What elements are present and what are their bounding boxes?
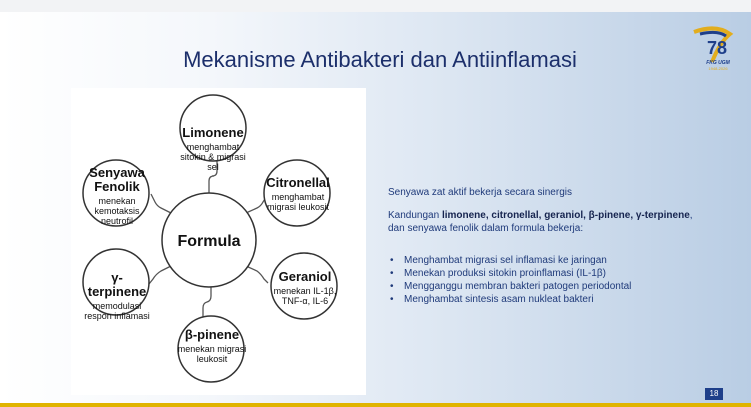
connector-fenolik (151, 194, 171, 213)
node-gamma-terpinene (83, 271, 151, 321)
node-name: Limonene (182, 125, 244, 140)
top-bar (0, 0, 751, 12)
node-name: Senyawa Fenolik (89, 165, 145, 194)
node-geraniol (271, 270, 339, 306)
content-line-2: dan senyawa fenolik dalam formula bekerja: (388, 223, 584, 234)
list-item: • Menghambat migrasi sel inflamasi ke jaringan (388, 254, 631, 267)
list-item: • Mengganggu membran bakteri patogen periodontal (388, 280, 631, 293)
svg-text:FKG UGM: FKG UGM (706, 60, 730, 66)
node-name: Citronellal (266, 175, 330, 190)
connector-geraniol (246, 266, 268, 283)
svg-text:78: 78 (706, 38, 728, 58)
formula-diagram (71, 88, 366, 395)
page-number-badge: 18 (705, 388, 723, 400)
node-name: β-pinene (184, 327, 240, 342)
content-compounds: limonene, citronellal, geraniol, β-pinene, γ-terpinene (441, 210, 690, 221)
connector-beta-pinene (203, 286, 211, 320)
slide-title: Mekanisme Antibakteri dan Antiinflamasi (183, 47, 577, 72)
node-desc: menghambat migrasi leukosit (266, 192, 330, 212)
bottom-accent-bar (0, 403, 751, 407)
content-paragraph (388, 209, 733, 222)
node-name: γ-terpinene (87, 270, 147, 299)
content-prefix: Kandungan (388, 210, 442, 221)
node-beta-pinene (177, 328, 247, 364)
node-desc: menekan migrasi leukosit (177, 344, 247, 364)
node-desc: menekan kemotaksis neutrofil (94, 196, 140, 226)
formula-label: Formula (177, 233, 241, 250)
node-name: Geraniol (278, 269, 332, 284)
list-item: • Menekan produksi sitokin proinflamasi (IL-1β) (388, 267, 631, 280)
node-desc: menghambat sitokin & migrasi sel (180, 142, 246, 172)
node-desc: menekan IL-1β, TNF-α, IL-6 (273, 286, 337, 306)
node-citronellal (263, 176, 333, 212)
intro-text: Senyawa zat aktif bekerja secara sinergis (388, 187, 572, 198)
list-item: • Menghambat sintesis asam nukleat bakteri (388, 293, 631, 306)
node-limonene (176, 126, 250, 172)
content-suffix: , (689, 210, 693, 221)
connector-gamma-terpinene (149, 266, 171, 284)
svg-text:1948-2026: 1948-2026 (708, 66, 728, 71)
fkg-ugm-logo (686, 22, 738, 74)
benefits-list (388, 254, 631, 306)
node-fenolik (85, 166, 149, 226)
node-desc: memodulasi respon inflamasi (84, 301, 150, 321)
